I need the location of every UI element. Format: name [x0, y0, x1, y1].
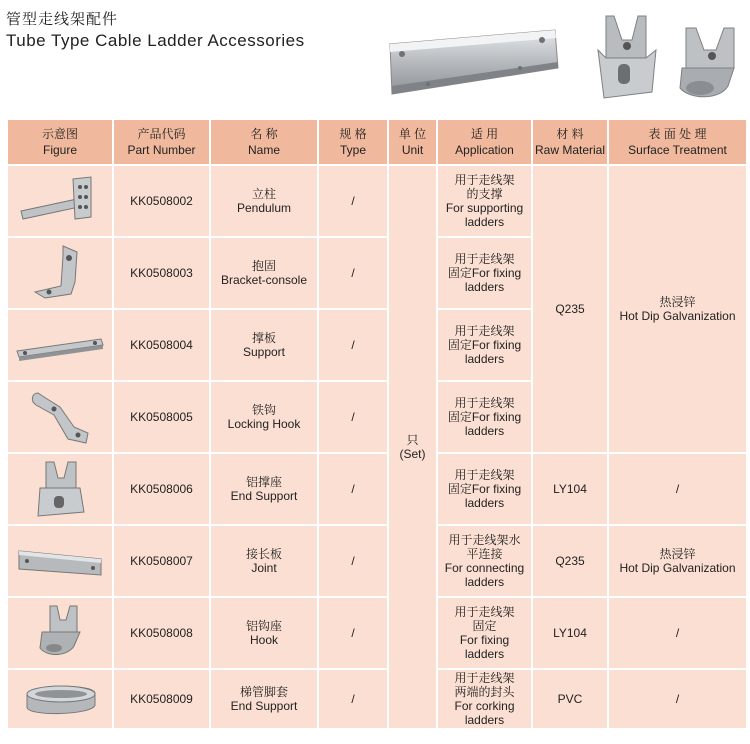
support-plate-icon	[13, 325, 107, 365]
bracket-console-icon	[25, 242, 95, 304]
part-number: KK0508008	[113, 597, 210, 669]
type-cell: /	[318, 525, 388, 597]
part-number: KK0508007	[113, 525, 210, 597]
figure-cell	[7, 381, 113, 453]
name-cell: 梯管脚套 End Support	[210, 669, 318, 729]
application-cell: 用于走线架 的支撑 For supporting ladders	[437, 165, 532, 237]
figure-cell	[7, 525, 113, 597]
name-cell: 接长板 Joint	[210, 525, 318, 597]
end-support-icon	[32, 458, 88, 520]
end-support-photo	[592, 6, 662, 106]
figure-cell	[7, 453, 113, 525]
surface-cell: /	[608, 453, 747, 525]
title-english: Tube Type Cable Ladder Accessories	[6, 31, 305, 50]
unit-cell: 只 (Set)	[388, 165, 437, 729]
name-cell: 立柱 Pendulum	[210, 165, 318, 237]
type-cell: /	[318, 381, 388, 453]
application-cell: 用于走线架 两端的封头 For corking ladders	[437, 669, 532, 729]
table-row	[7, 453, 747, 525]
material-cell: LY104	[532, 597, 608, 669]
part-number: KK0508004	[113, 309, 210, 381]
hook-seat-icon	[30, 602, 90, 664]
name-cell: 抱固 Bracket-console	[210, 237, 318, 309]
table-row	[7, 669, 747, 729]
accessories-table	[6, 118, 748, 730]
end-cap-icon	[17, 677, 103, 721]
application-cell: 用于走线架 固定For fixing ladders	[437, 381, 532, 453]
figure-cell	[7, 669, 113, 729]
material-cell: Q235	[532, 525, 608, 597]
pendulum-bracket-icon	[17, 173, 103, 229]
surface-cell: 热浸锌 Hot Dip Galvanization	[608, 165, 747, 453]
part-number: KK0508009	[113, 669, 210, 729]
type-cell: /	[318, 669, 388, 729]
surface-cell: 热浸锌 Hot Dip Galvanization	[608, 525, 747, 597]
type-cell: /	[318, 237, 388, 309]
figure-cell	[7, 237, 113, 309]
name-cell: 铝撑座 End Support	[210, 453, 318, 525]
header-name: 名 称 Name	[210, 119, 318, 165]
header-raw-material: 材 料 Raw Material	[532, 119, 608, 165]
title-chinese: 管型走线架配件	[6, 11, 119, 28]
header-application: 适 用 Application	[437, 119, 532, 165]
name-cell: 撑板 Support	[210, 309, 318, 381]
material-cell: Q235	[532, 165, 608, 453]
surface-cell: /	[608, 669, 747, 729]
application-cell: 用于走线架 固定For fixing ladders	[437, 453, 532, 525]
figure-cell	[7, 165, 113, 237]
table-row	[7, 597, 747, 669]
header-surface-treatment: 表 面 处 理 Surface Treatment	[608, 119, 747, 165]
application-cell: 用于走线架 固定For fixing ladders	[437, 309, 532, 381]
figure-cell	[7, 597, 113, 669]
part-number: KK0508002	[113, 165, 210, 237]
material-cell: PVC	[532, 669, 608, 729]
hook-photo	[668, 6, 748, 106]
page-title	[6, 10, 305, 52]
application-cell: 用于走线架 固定 For fixing ladders	[437, 597, 532, 669]
part-number: KK0508006	[113, 453, 210, 525]
type-cell: /	[318, 309, 388, 381]
material-cell: LY104	[532, 453, 608, 525]
table-row	[7, 165, 747, 237]
table-row	[7, 525, 747, 597]
header-row	[7, 119, 747, 165]
application-cell: 用于走线架水 平连接 For connecting ladders	[437, 525, 532, 597]
surface-cell: /	[608, 597, 747, 669]
name-cell: 铝钩座 Hook	[210, 597, 318, 669]
part-number: KK0508005	[113, 381, 210, 453]
header-part-number: 产品代码 Part Number	[113, 119, 210, 165]
locking-hook-icon	[24, 387, 96, 447]
type-cell: /	[318, 597, 388, 669]
header-unit: 单 位 Unit	[388, 119, 437, 165]
header-figure: 示意图 Figure	[7, 119, 113, 165]
header-type: 规 格 Type	[318, 119, 388, 165]
name-cell: 铁钩 Locking Hook	[210, 381, 318, 453]
type-cell: /	[318, 165, 388, 237]
application-cell: 用于走线架 固定For fixing ladders	[437, 237, 532, 309]
type-cell: /	[318, 453, 388, 525]
figure-cell	[7, 309, 113, 381]
joint-channel-icon	[15, 539, 105, 583]
part-number: KK0508003	[113, 237, 210, 309]
joint-photo	[380, 6, 565, 106]
